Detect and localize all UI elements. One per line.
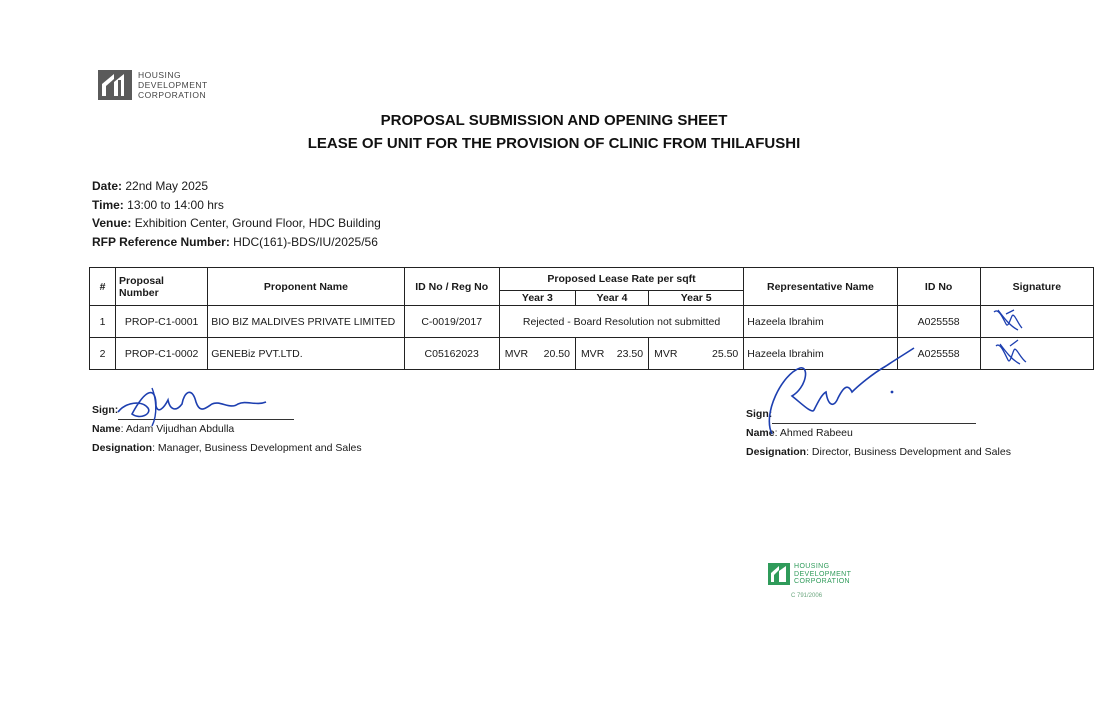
cell-year4 (575, 338, 648, 370)
cell-proponent: BIO BIZ MALDIVES PRIVATE LIMITED (208, 306, 404, 338)
col-year4: Year 4 (575, 291, 648, 306)
name-label: Name (746, 427, 775, 439)
col-rep: Representative Name (744, 268, 897, 306)
cell-rejected-note: Rejected - Board Resolution not submitted (499, 306, 743, 338)
venue-label: Venue: (92, 216, 132, 230)
rfp-value: HDC(161)-BDS/IU/2025/56 (233, 234, 378, 249)
cell-rep: Hazeela Ibrahim (744, 306, 897, 338)
col-year5: Year 5 (649, 291, 744, 306)
date-value: 22nd May 2025 (125, 179, 209, 193)
col-proponent: Proponent Name (208, 268, 404, 306)
time-label: Time: (92, 197, 124, 212)
meta-time (92, 196, 381, 215)
col-year3: Year 3 (499, 291, 575, 306)
sign-label: Sign: (746, 408, 773, 420)
right-handwritten-signature (752, 344, 922, 444)
currency: MVR (654, 347, 678, 360)
cell-year5 (649, 338, 744, 370)
hdc-logo-icon (98, 70, 132, 100)
name-value: : Ahmed Rabeeu (774, 427, 853, 439)
left-designation (92, 439, 362, 458)
designation-value: : Director, Business Development and Sales (806, 446, 1011, 458)
sign-label: Sign: (92, 404, 119, 416)
cell-id-reg: C05162023 (404, 338, 499, 370)
currency: MVR (580, 347, 605, 360)
hdc-logo (98, 70, 208, 100)
hdc-stamp (768, 563, 851, 586)
time-value: 13:00 to 14:00 hrs (127, 197, 224, 212)
cell-proposal: PROP-C1-0002 (116, 338, 208, 370)
cell-num: 1 (90, 306, 116, 338)
right-designation (746, 443, 1011, 462)
col-idno: ID No (897, 268, 980, 306)
signature-mark (984, 306, 1044, 334)
cell-num: 2 (90, 338, 116, 370)
document-title: PROPOSAL SUBMISSION AND OPENING SHEET (380, 112, 728, 129)
stamp-line: DEVELOPMENT (794, 570, 852, 578)
col-lease-rate: Proposed Lease Rate per sqft (499, 268, 743, 291)
rate-value: 23.50 (616, 347, 644, 360)
cell-year3 (499, 338, 575, 370)
logo-line: DEVELOPMENT (138, 80, 208, 90)
logo-line: CORPORATION (138, 90, 207, 100)
col-signature: Signature (980, 268, 1093, 306)
col-id-reg: ID No / Reg No (404, 268, 499, 306)
designation-value: : Manager, Business Development and Sales (152, 442, 362, 454)
meta-date (92, 177, 381, 196)
cell-signature (980, 306, 1093, 338)
venue-value: Exhibition Center, Ground Floor, HDC Building (134, 216, 381, 230)
document-subtitle: LEASE OF UNIT FOR THE PROVISION OF CLINIC FROM THILAFUSHI (307, 135, 801, 152)
proposal-table (89, 267, 1094, 370)
cell-signature (980, 338, 1093, 370)
name-label: Name (92, 423, 121, 435)
cell-proponent: GENEBiz PVT.LTD. (208, 338, 404, 370)
designation-label: Designation (92, 442, 153, 454)
stamp-line: CORPORATION (794, 578, 850, 585)
rfp-label: RFP Reference Number: (92, 234, 230, 249)
cell-rep: Hazeela Ibrahim (744, 338, 897, 370)
meta-block (92, 177, 381, 251)
stamp-line: HOUSING (794, 563, 830, 570)
left-handwritten-signature (112, 378, 272, 438)
currency: MVR (504, 347, 529, 360)
col-proposal: Proposal Number (116, 268, 208, 306)
table-row (90, 338, 1094, 370)
cell-proposal: PROP-C1-0001 (116, 306, 208, 338)
hdc-logo-text (138, 70, 208, 100)
designation-label: Designation (746, 446, 807, 458)
table-header-row (90, 268, 1094, 291)
meta-venue (92, 214, 381, 233)
cell-id-reg: C-0019/2017 (404, 306, 499, 338)
cell-idno: A025558 (897, 306, 980, 338)
cell-idno: A025558 (897, 338, 980, 370)
hdc-stamp-icon (768, 563, 790, 585)
date-label: Date: (92, 179, 123, 193)
rate-value: 20.50 (543, 347, 570, 360)
meta-rfp (92, 233, 381, 252)
rate-value: 25.50 (711, 347, 739, 360)
table-row (90, 306, 1094, 338)
stamp-code: C 791/2006 (791, 593, 823, 599)
name-value: : Adam Vijudhan Abdulla (120, 423, 235, 435)
logo-line: HOUSING (138, 70, 182, 80)
signature-mark (984, 338, 1044, 366)
stamp-text (794, 563, 851, 586)
col-num: # (90, 268, 116, 306)
